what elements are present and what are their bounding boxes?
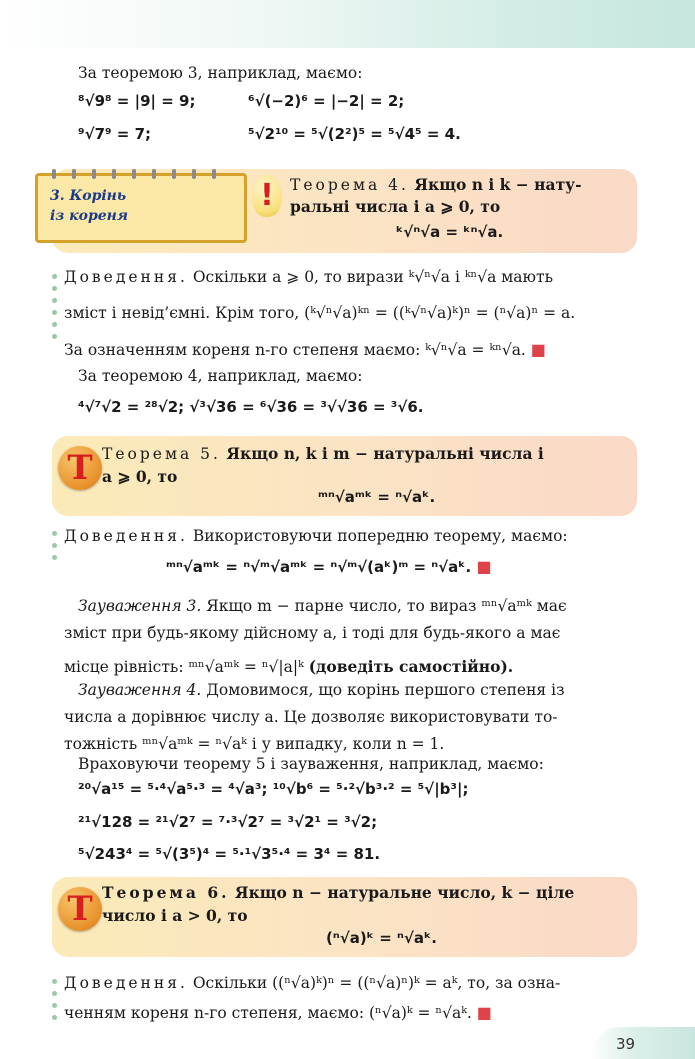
intro-example-1: ⁸√9⁸ = |9| = 9;	[78, 92, 196, 110]
theorem-5-label: Теорема 5.	[102, 445, 221, 463]
theorem-6-formula: (ⁿ√a)ᵏ = ⁿ√aᵏ.	[326, 929, 437, 947]
proof-5-end-square: ■	[476, 557, 492, 576]
proof-6-end-square: ■	[476, 1003, 492, 1022]
theorem-4-text-1: Якщо n і k − нату-	[408, 175, 582, 194]
theorem-4-label: Теорема 4.	[290, 176, 409, 194]
remark-3-line-1: Якщо m − парне число, то вираз ᵐⁿ√aᵐᵏ має	[201, 597, 567, 615]
page-number-tab	[590, 1027, 695, 1059]
theorem-t-icon: T	[58, 887, 102, 931]
proof-6-label: Доведення.	[64, 974, 188, 992]
theorem-6-text-2: число і a > 0, то	[102, 906, 248, 925]
top-decorative-band	[0, 0, 695, 48]
proof-5	[64, 523, 639, 550]
section-title-line-2: із кореня	[50, 208, 128, 224]
theorem-5-formula: ᵐⁿ√aᵐᵏ = ⁿ√aᵏ.	[318, 488, 436, 506]
theorem-t-icon: T	[58, 446, 102, 490]
theorem-6-box	[52, 877, 637, 957]
exclamation-icon: !	[252, 175, 282, 217]
proof-4-dots	[52, 274, 58, 346]
theorem-5-box	[52, 436, 637, 516]
examples-5-line-3: ²¹√128 = ²¹√2⁷ = ⁷·³√2⁷ = ³√2¹ = ³√2;	[78, 813, 378, 831]
proof-5-formula: ᵐⁿ√aᵐᵏ = ⁿ√ᵐ√aᵐᵏ = ⁿ√ᵐ√(aᵏ)ᵐ = ⁿ√aᵏ.	[166, 558, 472, 576]
examples-4-line-1: За теоремою 4, наприклад, маємо:	[78, 367, 363, 385]
theorem-4-formula: ᵏ√ⁿ√a = ᵏⁿ√a.	[396, 223, 504, 241]
theorem-6-text-1: Якщо n − натуральне число, k − ціле	[229, 883, 575, 902]
remark-3-line-3a: місце рівність: ᵐⁿ√aᵐᵏ = ⁿ√|a|ᵏ	[64, 658, 309, 676]
remark-3-label: Зауваження 3.	[78, 597, 202, 615]
remark-4-line-1: Домовимося, що корінь першого степеня із	[201, 681, 565, 699]
proof-5-label: Доведення.	[64, 527, 188, 545]
remark-3-line-2: зміст при будь-якому дійсному a, і тоді для будь-якого a має	[64, 624, 561, 642]
page-number: 39	[616, 1035, 636, 1053]
proof-6	[64, 970, 639, 1027]
theorem-4-text-2: ральні числа і a ⩾ 0, то	[290, 197, 501, 216]
proof-6-line-1: Оскільки ((ⁿ√a)ᵏ)ⁿ = ((ⁿ√a)ⁿ)ᵏ = aᵏ, то, за озна-	[187, 974, 561, 992]
proof-5-line-1: Використовуючи попередню теорему, маємо:	[187, 527, 568, 545]
examples-4-line-2: ⁴√⁷√2 = ²⁸√2; √³√36 = ⁶√36 = ³√√36 = ³√6.	[78, 398, 424, 416]
proof-4-line-2: зміст і невід’ємні. Крім того, (ᵏ√ⁿ√a)ᵏⁿ = ((ᵏ√ⁿ√a)ᵏ)ⁿ = (ⁿ√a)ⁿ = a.	[64, 304, 576, 322]
section-title-line-1: 3. Корінь	[50, 188, 127, 204]
theorem-5-text-1: Якщо n, k і m − натуральні числа і	[220, 444, 544, 463]
intro-example-4: ⁵√2¹⁰ = ⁵√(2²)⁵ = ⁵√4⁵ = 4.	[248, 125, 461, 143]
remark-4-label: Зауваження 4.	[78, 681, 202, 699]
proof-4-label: Доведення.	[64, 268, 188, 286]
proof-6-dots	[52, 979, 58, 1027]
remark-3	[64, 593, 639, 681]
proof-6-line-2: ченням кореня n-го степеня, маємо: (ⁿ√a)ᵏ = ⁿ√aᵏ.	[64, 1004, 472, 1022]
remark-3-line-3b: (доведіть самостійно).	[308, 657, 514, 676]
proof-4-line-1: Оскільки a ⩾ 0, то вирази ᵏ√ⁿ√a і ᵏⁿ√a мають	[187, 268, 554, 286]
intro-line: За теоремою 3, наприклад, маємо:	[78, 64, 363, 82]
examples-5-line-2: ²⁰√a¹⁵ = ⁵·⁴√a⁵·³ = ⁴√a³; ¹⁰√b⁶ = ⁵·²√b³·² = ⁵√|b³|;	[78, 780, 469, 798]
proof-4-line-3: За означенням кореня n-го степеня маємо: ᵏ√ⁿ√a = ᵏⁿ√a.	[64, 341, 526, 359]
theorem-6-label: Теорема 6.	[102, 883, 230, 902]
remark-4	[64, 677, 639, 758]
proof-4	[64, 264, 639, 364]
examples-5-line-1: Враховуючи теорему 5 і зауваження, наприклад, маємо:	[78, 755, 544, 773]
remark-4-line-2: числа a дорівнює числу a. Це дозволяє використовувати то-	[64, 708, 558, 726]
section-notepad	[35, 173, 247, 243]
examples-5-line-4: ⁵√243⁴ = ⁵√(3⁵)⁴ = ⁵·¹√3⁵·⁴ = 3⁴ = 81.	[78, 845, 381, 863]
intro-example-2: ⁶√(−2)⁶ = |−2| = 2;	[248, 92, 405, 110]
intro-example-3: ⁹√7⁹ = 7;	[78, 125, 152, 143]
remark-4-line-3: тожність ᵐⁿ√aᵐᵏ = ⁿ√aᵏ і у випадку, коли n = 1.	[64, 735, 445, 753]
theorem-5-text-2: a ⩾ 0, то	[102, 467, 178, 486]
proof-5-dots	[52, 531, 58, 567]
proof-4-end-square: ■	[530, 340, 546, 359]
